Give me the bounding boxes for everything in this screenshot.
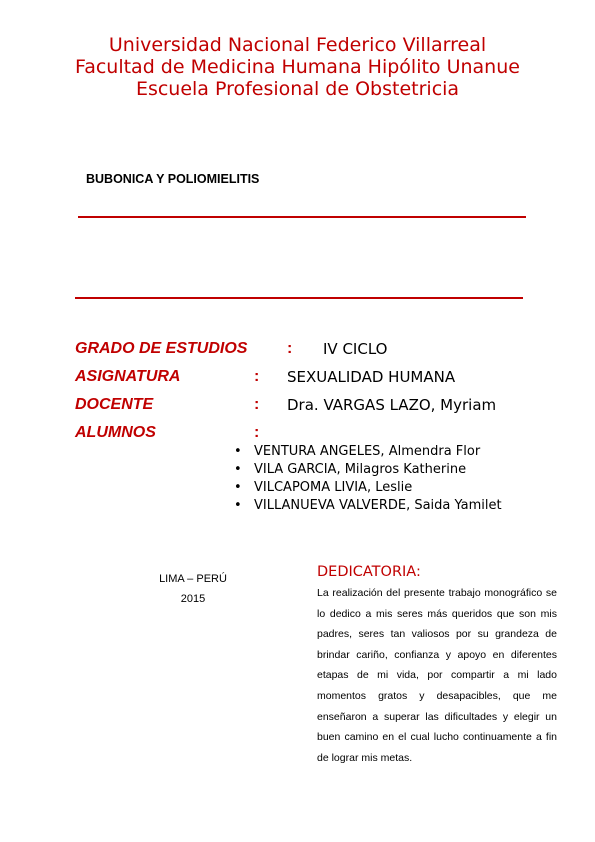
asignatura-colon: : xyxy=(254,368,260,385)
grado-label: GRADO DE ESTUDIOS xyxy=(75,340,248,357)
title-rule-top xyxy=(78,216,526,218)
asignatura-value: SEXUALIDAD HUMANA xyxy=(287,368,456,386)
university-name: Universidad Nacional Federico Villarreal xyxy=(108,34,487,56)
students-list xyxy=(234,443,502,515)
dedication-title: DEDICATORIA: xyxy=(317,564,421,580)
school-name: Escuela Profesional de Obstetricia xyxy=(135,78,460,100)
faculty-name: Facultad de Medicina Humana Hipólito Unanue xyxy=(75,56,520,78)
docente-value: Dra. VARGAS LAZO, Myriam xyxy=(287,396,497,414)
year: 2015 xyxy=(180,593,206,605)
asignatura-label: ASIGNATURA xyxy=(75,368,181,385)
list-item: • VILCAPOMA LIVIA, Leslie xyxy=(234,479,502,497)
grado-value: IV CICLO xyxy=(323,340,388,358)
list-item: • VILA GARCIA, Milagros Katherine xyxy=(234,461,502,479)
institution-header xyxy=(0,34,595,100)
place-and-year xyxy=(130,569,256,609)
dedication-text: La realización del presente trabajo monográfico se lo dedico a mis seres más queridos que son mis padres, seres tan valiosos por su grandeza de brindar cariño, confianza y apoyo en diferentes etapas de mi vida, por compartir a mi lado momentos gratos y desapacibles, que me enseñaron a superar las dificultades y elegir un buen camino en el cual lucho continuamente a fin de lograr mis metas. xyxy=(317,587,557,764)
city-country: LIMA – PERÚ xyxy=(159,573,227,585)
list-item: • VILLANUEVA VALVERDE, Saida Yamilet xyxy=(234,497,502,515)
grado-colon: : xyxy=(287,340,293,357)
docente-label: DOCENTE xyxy=(75,396,154,413)
alumnos-label: ALUMNOS xyxy=(75,424,156,441)
alumnos-colon: : xyxy=(254,424,260,441)
document-topic: BUBONICA Y POLIOMIELITIS xyxy=(86,172,260,186)
docente-colon: : xyxy=(254,396,260,413)
list-item: • VENTURA ANGELES, Almendra Flor xyxy=(234,443,502,461)
title-rule-bottom xyxy=(75,297,523,299)
